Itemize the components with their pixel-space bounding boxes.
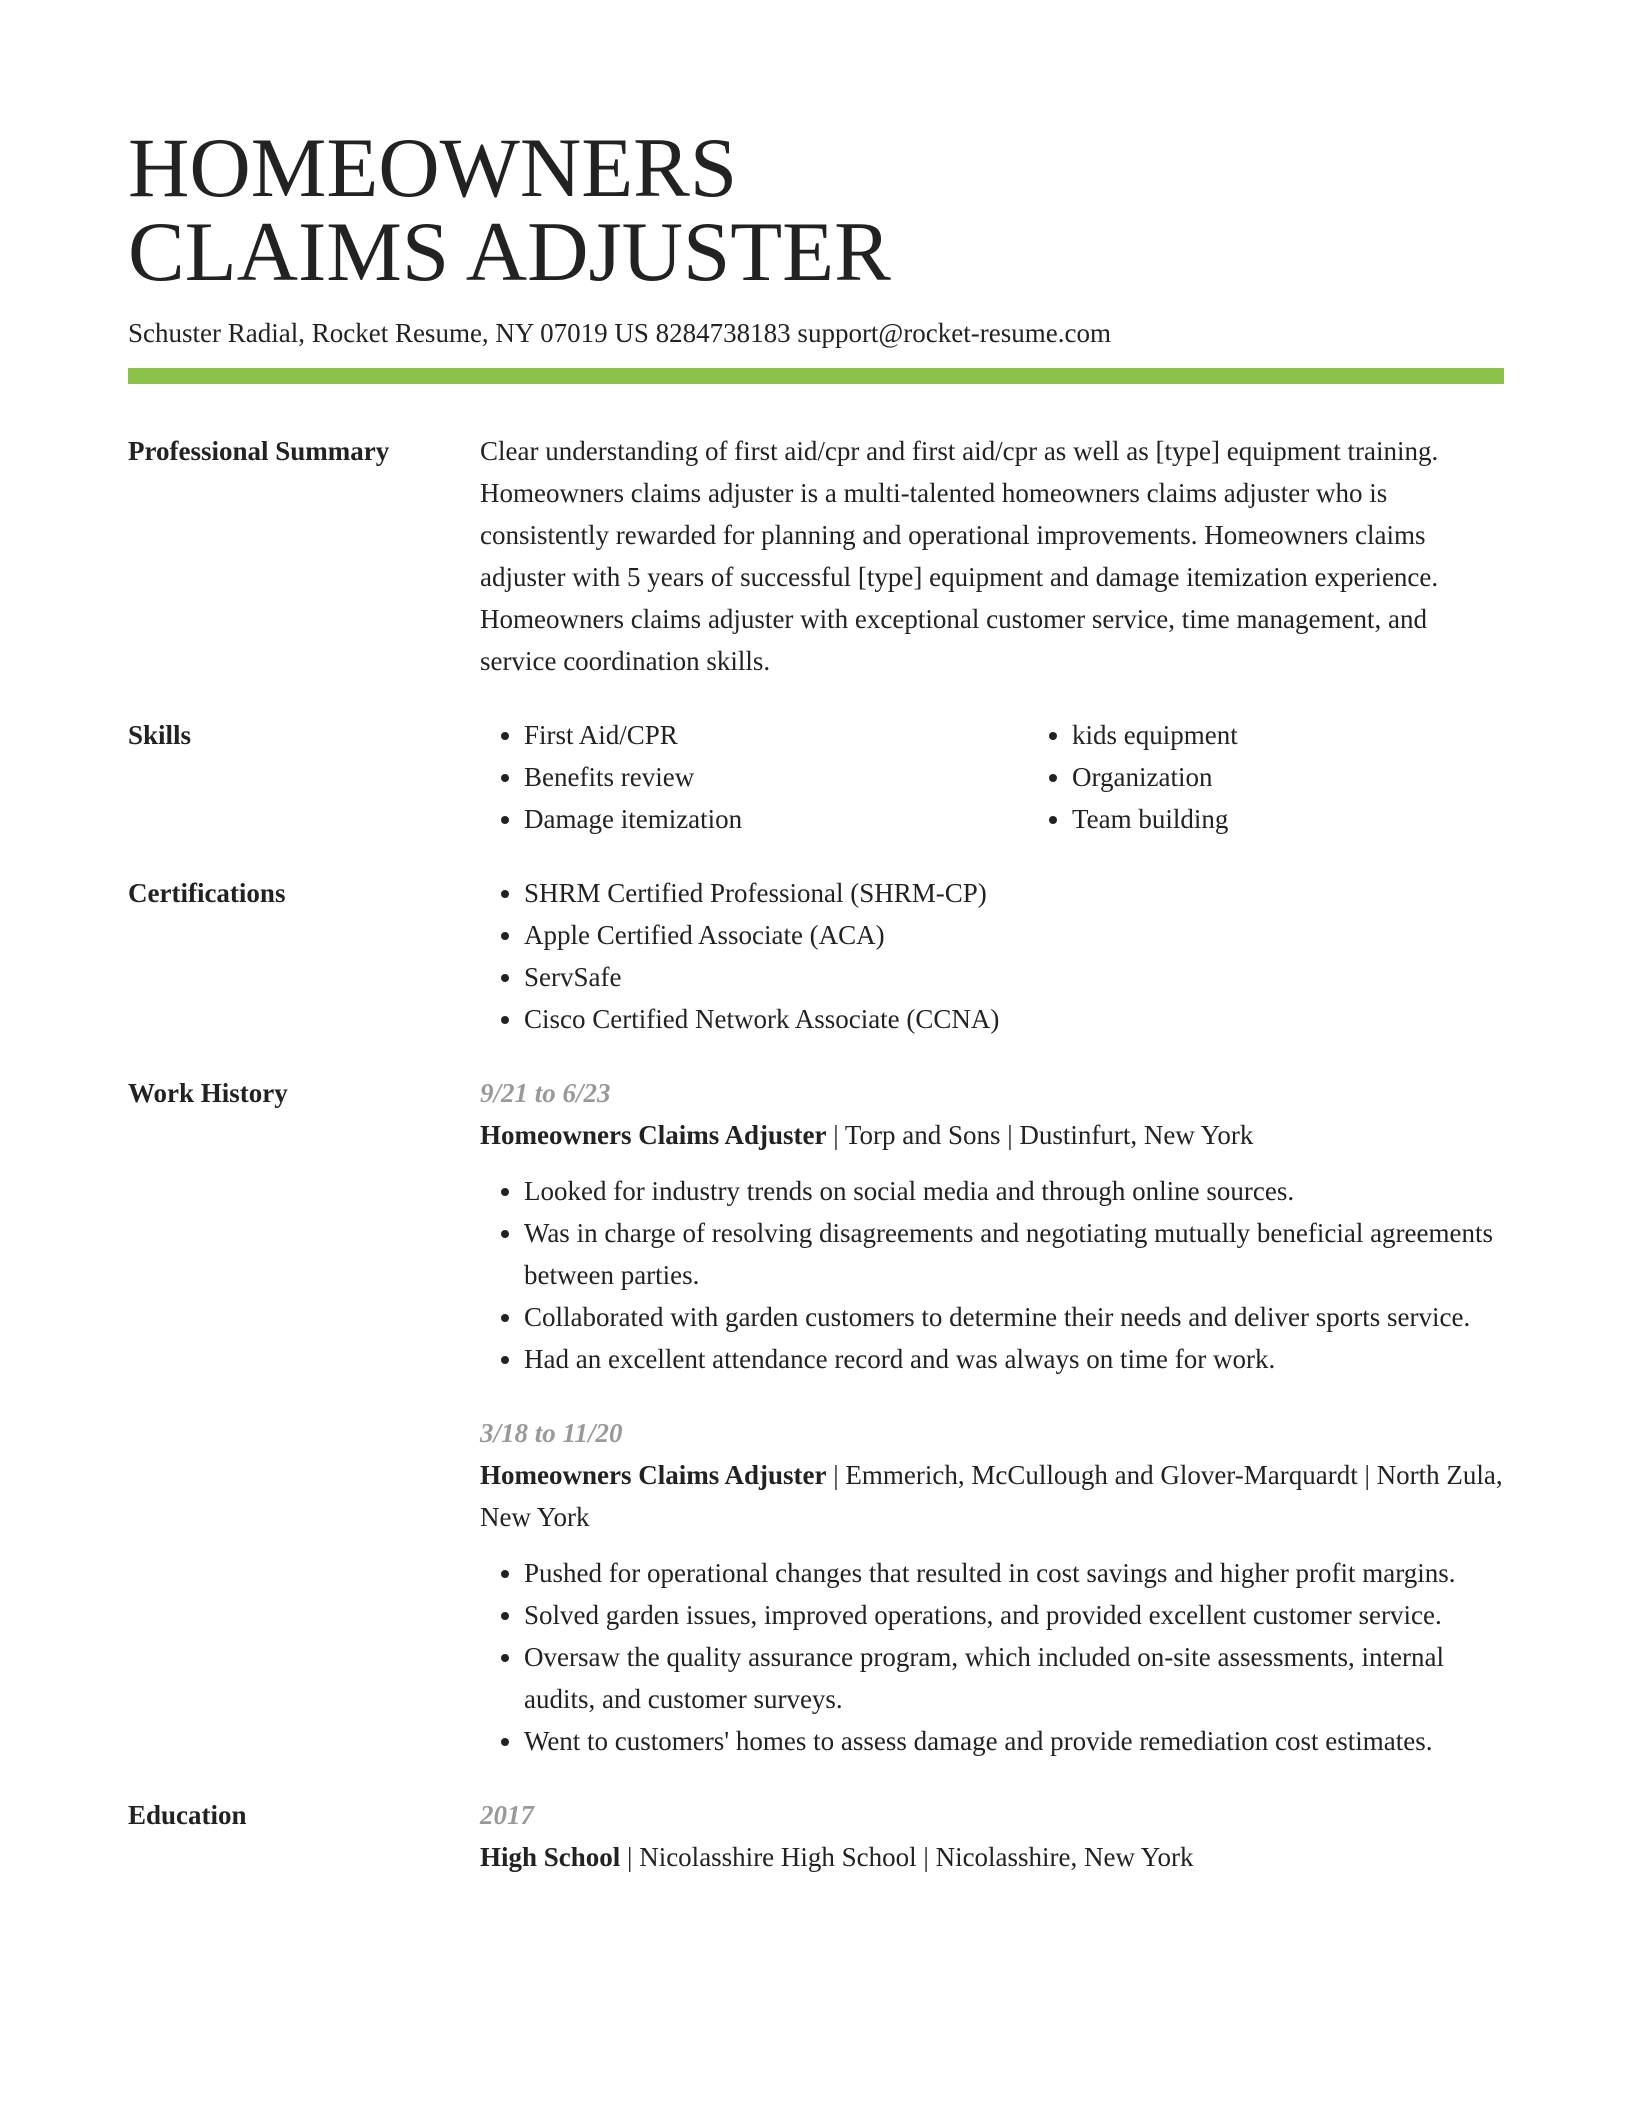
skill-item: • Benefits review [524,756,1028,798]
skill-item: • Damage itemization [524,798,1028,840]
skills-column-1 [480,714,1028,840]
education-heading [480,1836,1504,1878]
job-bullet: • Had an excellent attendance record and was always on time for work. [524,1338,1504,1380]
job-bullet: • Solved garden issues, improved operations, and provided excellent customer service. [524,1594,1504,1636]
work-history-body [480,1072,1504,1762]
education-details: | Nicolasshire High School | Nicolasshire, New York [620,1842,1194,1872]
certification-item: • ServSafe [524,956,1504,998]
summary-text: Clear understanding of first aid/cpr and first aid/cpr as well as [type] equipment training. Homeowners claims adjuster is a multi-talented homeowners claims adjuster who is consistently rewarded for planning and operational improvements. Homeowners claims adjuster with 5 years of successful [type] equipment and damage itemization experience. Homeowners claims adjuster with exceptional customer service, time management, and service coordination skills. [480,436,1439,676]
skill-item: • kids equipment [1072,714,1576,756]
summary-section [128,430,1504,682]
certifications-list [480,872,1504,1040]
skills-section [128,714,1504,840]
job-bullet: • Looked for industry trends on social media and through online sources. [524,1170,1504,1212]
certifications-body [480,872,1504,1040]
job-details: | Emmerich, McCullough and Glover-Marquardt | North Zula, New York [480,1460,1503,1532]
job-bullet: • Collaborated with garden customers to determine their needs and deliver sports service. [524,1296,1504,1338]
job-entry [480,1412,1504,1762]
contact-info: Schuster Radial, Rocket Resume, NY 07019 US 8284738183 support@rocket-resume.com [128,318,1111,348]
summary-label: Professional Summary [128,436,390,466]
job-date: 3/18 to 11/20 [480,1418,623,1448]
certifications-label: Certifications [128,878,286,908]
job-bullet: • Went to customers' homes to assess damage and provide remediation cost estimates. [524,1720,1504,1762]
job-heading [480,1454,1504,1538]
skills-label: Skills [128,720,192,750]
skills-column-2 [1028,714,1576,840]
education-degree: High School [480,1842,621,1872]
education-label: Education [128,1800,247,1830]
skills-grid [480,714,1576,840]
job-heading [480,1114,1504,1156]
skill-item: • Organization [1072,756,1576,798]
job-bullets [480,1170,1504,1380]
skill-item: • First Aid/CPR [524,714,1028,756]
job-title: Homeowners Claims Adjuster [480,1460,827,1490]
education-date: 2017 [480,1800,534,1830]
work-history-section [128,1072,1504,1762]
work-history-label: Work History [128,1078,288,1108]
resume-title [128,121,1504,299]
skill-item: • Team building [1072,798,1576,840]
certifications-section [128,872,1504,1040]
title-line-2: CLAIMS ADJUSTER [128,205,891,299]
education-section [128,1794,1504,1878]
certification-item: • SHRM Certified Professional (SHRM-CP) [524,872,1504,914]
job-date: 9/21 to 6/23 [480,1078,611,1108]
job-bullet: • Pushed for operational changes that resulted in cost savings and higher profit margins. [524,1552,1504,1594]
job-bullet: • Was in charge of resolving disagreements and negotiating mutually beneficial agreements between parties. [524,1212,1504,1296]
accent-divider [128,368,1504,384]
certification-item: • Cisco Certified Network Associate (CCNA) [524,998,1504,1040]
skills-body [480,714,1576,840]
job-entry [480,1072,1504,1380]
certification-item: • Apple Certified Associate (ACA) [524,914,1504,956]
job-bullet: • Oversaw the quality assurance program, which included on-site assessments, internal audits, and customer surveys. [524,1636,1504,1720]
job-details: | Torp and Sons | Dustinfurt, New York [826,1120,1254,1150]
title-line-1: HOMEOWNERS [128,121,738,215]
education-body [480,1794,1504,1878]
job-title: Homeowners Claims Adjuster [480,1120,827,1150]
job-bullets [480,1552,1504,1762]
